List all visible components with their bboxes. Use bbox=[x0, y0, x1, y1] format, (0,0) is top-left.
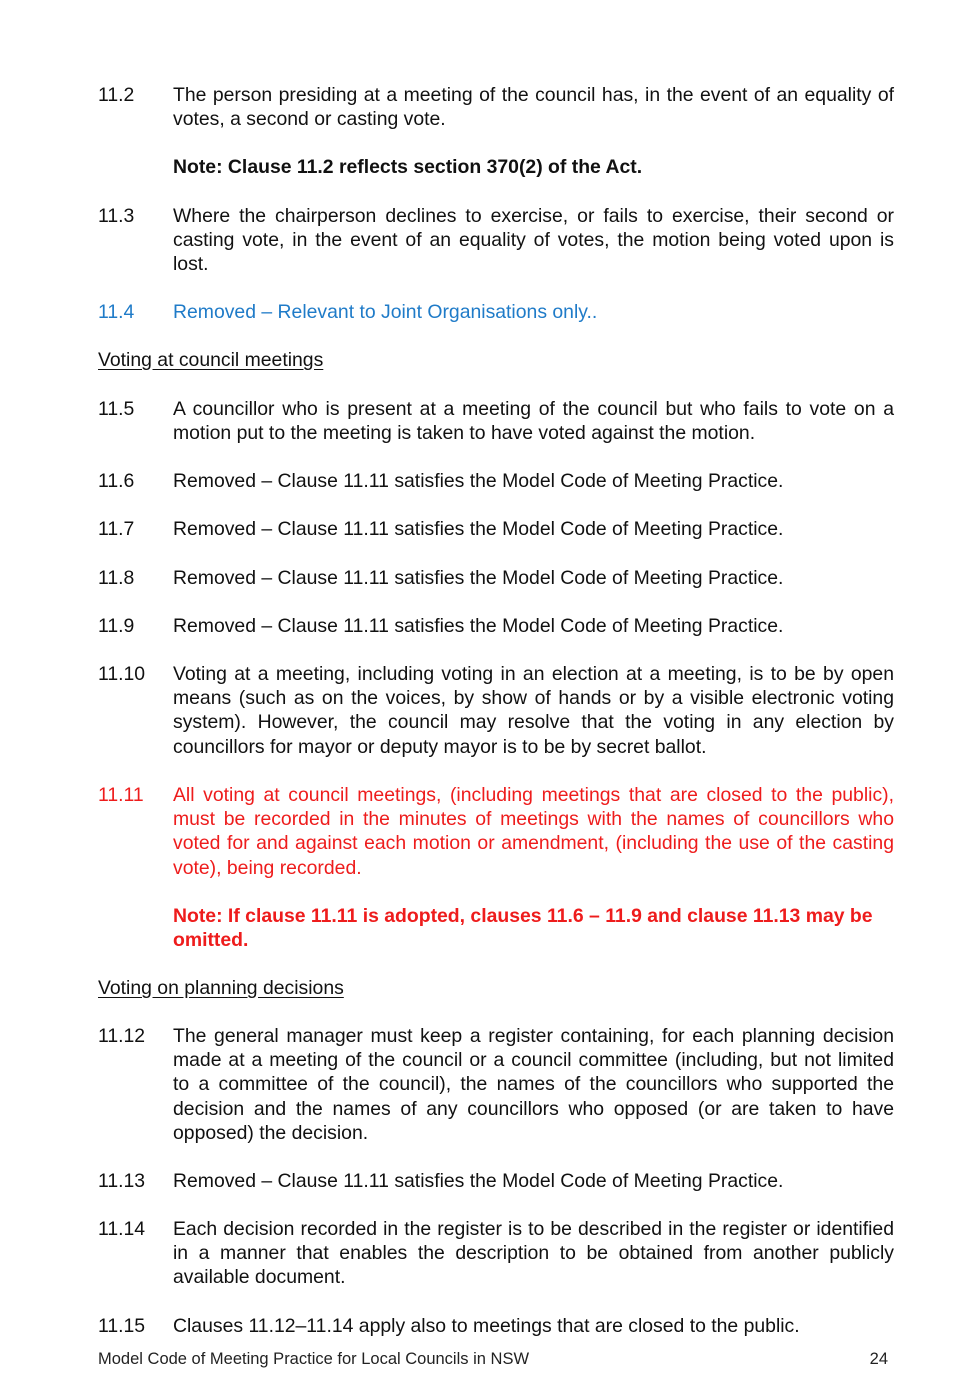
clause-text: Removed – Relevant to Joint Organisations only.. bbox=[173, 301, 598, 323]
clause-number: 11.12 bbox=[98, 1025, 146, 1047]
clause-text: Removed – Clause 11.11 satisfies the Model Code of Meeting Practice. bbox=[173, 470, 784, 492]
clause-text: A councillor who is present at a meeting of the council but who fails to vote on a motion put to the meeting is taken to have voted against the motion. bbox=[173, 398, 894, 445]
clause-11-5 bbox=[98, 397, 894, 445]
clause-11-7 bbox=[98, 517, 894, 541]
section-heading-voting-council: Voting at council meetings bbox=[98, 349, 324, 371]
clause-11-14 bbox=[98, 1217, 894, 1290]
clause-number: 11.10 bbox=[98, 663, 146, 685]
note-clause-11-11: Note: If clause 11.11 is adopted, clauses 11.6 – 11.9 and clause 11.13 may be omitted. bbox=[173, 905, 873, 952]
clause-number: 11.8 bbox=[98, 567, 135, 589]
clause-11-13 bbox=[98, 1169, 894, 1193]
clause-text: Removed – Clause 11.11 satisfies the Model Code of Meeting Practice. bbox=[173, 615, 784, 637]
clause-number: 11.5 bbox=[98, 398, 135, 420]
page-footer bbox=[98, 1349, 888, 1369]
clause-text: Removed – Clause 11.11 satisfies the Model Code of Meeting Practice. bbox=[173, 1170, 784, 1192]
clause-number: 11.6 bbox=[98, 470, 135, 492]
note-clause-11-2: Note: Clause 11.2 reflects section 370(2) of the Act. bbox=[173, 156, 643, 178]
clause-11-4 bbox=[98, 300, 894, 324]
section-heading-voting-planning: Voting on planning decisions bbox=[98, 977, 344, 999]
clause-11-15 bbox=[98, 1314, 894, 1338]
clause-number: 11.9 bbox=[98, 615, 135, 637]
clause-text: The general manager must keep a register containing, for each planning decision made at a meeting of the council or a council committee (including, but not limited to a committee of the council), the names of the councillors who supported the decision and the names of any councillors who opposed (or are taken to have opposed) the decision. bbox=[173, 1025, 894, 1144]
clause-text: Removed – Clause 11.11 satisfies the Model Code of Meeting Practice. bbox=[173, 567, 784, 589]
clause-11-9 bbox=[98, 614, 894, 638]
clause-number: 11.13 bbox=[98, 1170, 146, 1192]
clause-11-8 bbox=[98, 566, 894, 590]
clause-11-10 bbox=[98, 662, 894, 759]
page-number: 24 bbox=[869, 1350, 888, 1368]
clause-text: Voting at a meeting, including voting in an election at a meeting, is to be by open means (such as on the voices, by show of hands or by a visible electronic voting system). However, the council may resolve that the voting in any election by councillors for mayor or deputy mayor is to be by secret ballot. bbox=[173, 663, 894, 758]
clause-number: 11.7 bbox=[98, 518, 135, 540]
clause-11-12 bbox=[98, 1024, 894, 1145]
clause-number: 11.11 bbox=[98, 784, 144, 806]
clause-text: Removed – Clause 11.11 satisfies the Model Code of Meeting Practice. bbox=[173, 518, 784, 540]
clause-text: The person presiding at a meeting of the council has, in the event of an equality of votes, a second or casting vote. bbox=[173, 84, 894, 131]
clause-text: Where the chairperson declines to exercise, or fails to exercise, their second or casting vote, in the event of an equality of votes, the motion being voted upon is lost. bbox=[173, 205, 894, 276]
clause-11-11 bbox=[98, 783, 894, 880]
clause-11-3 bbox=[98, 204, 894, 277]
clause-text: Each decision recorded in the register is to be described in the register or identified in a manner that enables the description to be obtained from another publicly available document. bbox=[173, 1218, 894, 1289]
clause-text: All voting at council meetings, (including meetings that are closed to the public), must be recorded in the minutes of meetings with the names of councillors who voted for and against each motion or amendment, (including the use of the casting vote), being recorded. bbox=[173, 784, 894, 879]
clause-number: 11.14 bbox=[98, 1218, 146, 1240]
clause-number: 11.2 bbox=[98, 84, 135, 106]
clause-11-6 bbox=[98, 469, 894, 493]
clause-11-2 bbox=[98, 83, 894, 131]
clause-number: 11.3 bbox=[98, 205, 135, 227]
clause-number: 11.15 bbox=[98, 1315, 146, 1337]
clause-text: Clauses 11.12–11.14 apply also to meetings that are closed to the public. bbox=[173, 1315, 800, 1337]
footer-title: Model Code of Meeting Practice for Local Councils in NSW bbox=[98, 1350, 530, 1368]
clause-number: 11.4 bbox=[98, 301, 135, 323]
